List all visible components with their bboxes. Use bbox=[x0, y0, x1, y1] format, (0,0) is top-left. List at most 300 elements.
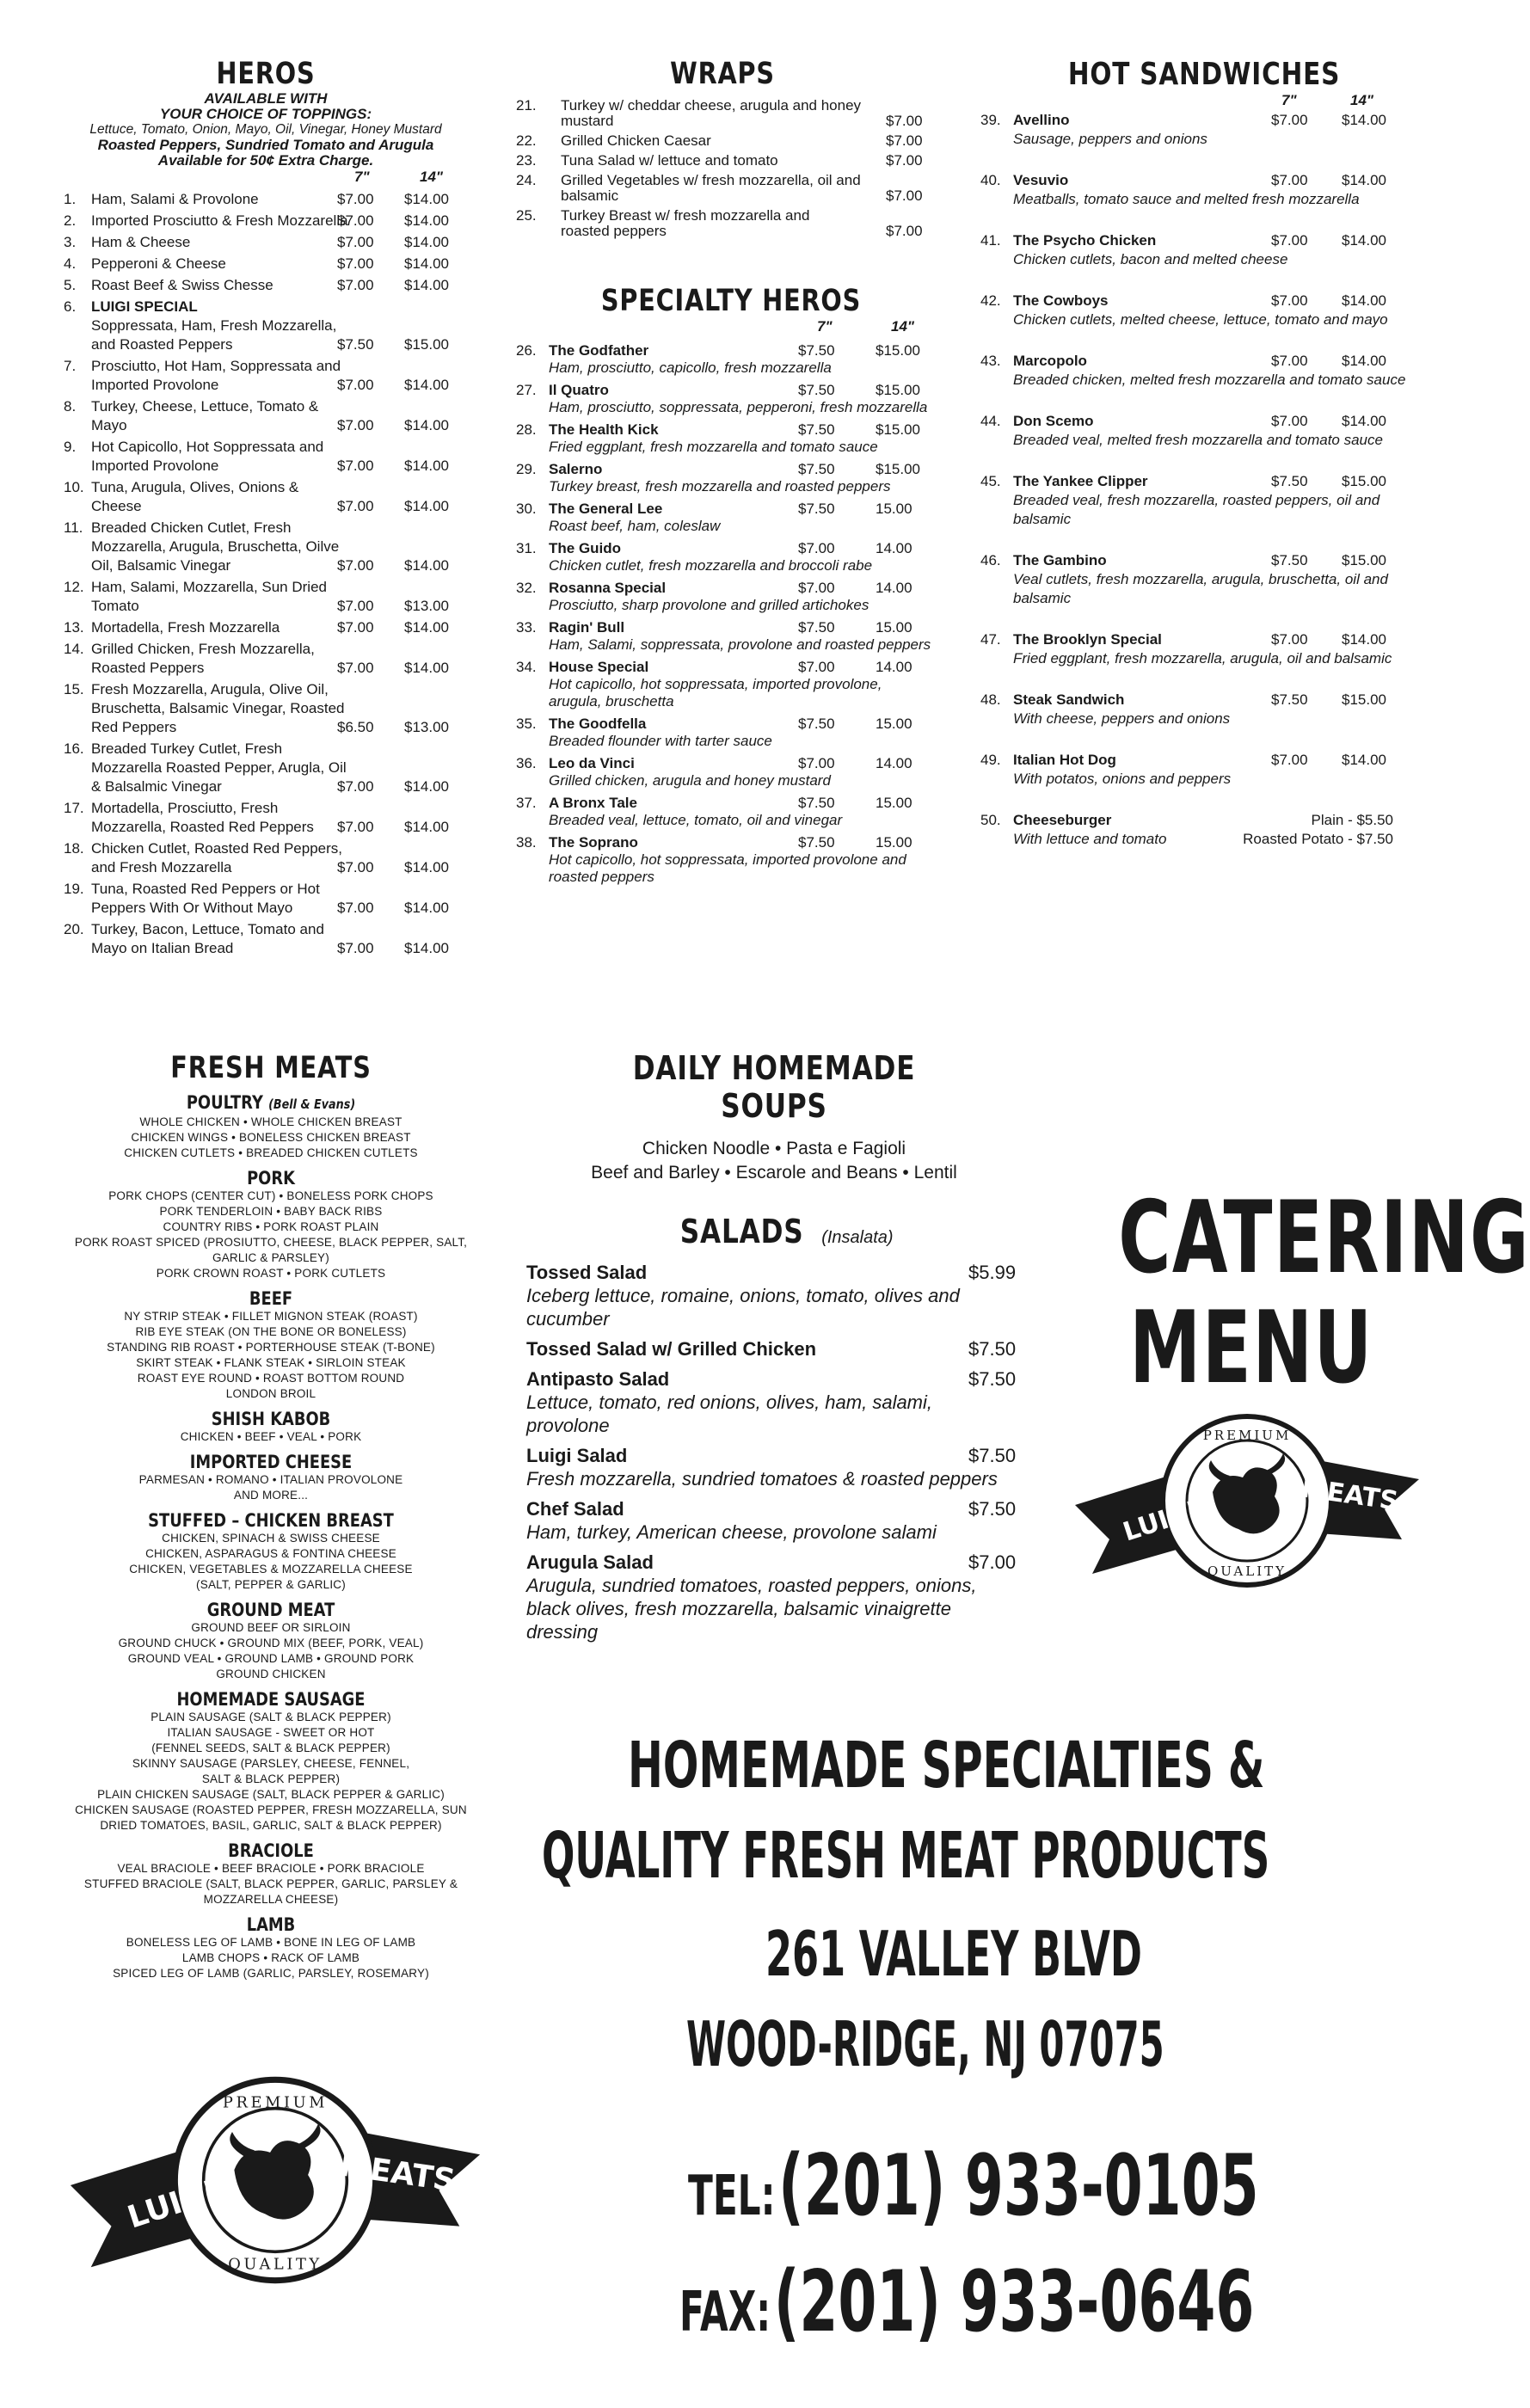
item-description: Soppressata, Ham, Fresh Mozzarella, and Roasted Peppers bbox=[91, 317, 337, 353]
menu-item-hero bbox=[60, 357, 471, 395]
price-14-inch: 15.00 bbox=[876, 501, 912, 517]
price-14-inch: $15.00 bbox=[1342, 552, 1386, 568]
menu-item-hot-sandwich bbox=[980, 292, 1428, 329]
item-price: $7.00 bbox=[886, 187, 923, 204]
item-name: Salerno bbox=[549, 461, 603, 477]
menu-item-hero bbox=[60, 799, 471, 837]
item-name: Avellino bbox=[1013, 112, 1070, 128]
item-number: 34. bbox=[516, 659, 537, 675]
item-description: Prosciutto, sharp provolone and grilled artichokes bbox=[549, 597, 869, 613]
meat-product-line: (SALT, PEPPER & GARLIC) bbox=[196, 1578, 346, 1591]
price-14-inch: $13.00 bbox=[404, 598, 449, 614]
item-name: Steak Sandwich bbox=[1013, 691, 1125, 708]
item-number: 32. bbox=[516, 580, 537, 596]
menu-item-hero bbox=[60, 438, 471, 476]
item-number: 36. bbox=[516, 755, 537, 771]
meat-product-line: SKIRT STEAK • FLANK STEAK • SIRLOIN STEAK bbox=[136, 1356, 406, 1369]
item-name: Ham, Salami, Mozzarella, Sun Dried Tomato bbox=[91, 579, 327, 614]
item-name: The Goodfella bbox=[549, 716, 647, 732]
item-name: Grilled Vegetables w/ fresh mozzarella, oil and balsamic bbox=[561, 172, 861, 204]
item-name: The Psycho Chicken bbox=[1013, 232, 1157, 249]
item-description: Fried eggplant, fresh mozzarella, arugula, oil and balsamic bbox=[1013, 650, 1392, 666]
menu-item-salad bbox=[526, 1444, 1034, 1490]
menu-item-specialty bbox=[516, 795, 946, 829]
price-7-inch: $7.00 bbox=[1271, 631, 1308, 648]
tagline-line-2: QUALITY FRESH MEAT PRODUCTS bbox=[542, 1819, 1270, 1893]
meat-product-line: MOZZARELLA CHEESE) bbox=[203, 1893, 339, 1906]
meat-product-line: GROUND VEAL • GROUND LAMB • GROUND PORK bbox=[127, 1652, 415, 1665]
item-price: $7.00 bbox=[886, 113, 923, 129]
price-14-inch: $14.00 bbox=[404, 557, 449, 574]
meat-product-line: STANDING RIB ROAST • PORTERHOUSE STEAK (T-BONE) bbox=[107, 1341, 435, 1354]
logo-luigi-text: LUIGI bbox=[123, 2173, 222, 2236]
specialty-size-header bbox=[516, 318, 946, 337]
item-description: Breaded chicken, melted fresh mozzarella and tomato sauce bbox=[1013, 372, 1406, 388]
item-name: The Brooklyn Special bbox=[1013, 631, 1162, 648]
item-name: Tuna, Arugula, Olives, Onions & Cheese bbox=[91, 479, 299, 514]
item-number: 50. bbox=[980, 812, 1001, 828]
specialty-list bbox=[516, 342, 946, 886]
item-name: Rosanna Special bbox=[549, 580, 667, 596]
heros-note-line: Roasted Peppers, Sundried Tomato and Arugula bbox=[97, 137, 434, 153]
meat-category-ground-meat: GROUND MEAT bbox=[206, 1600, 335, 1620]
price-7-inch: $7.00 bbox=[337, 900, 374, 916]
item-name: The General Lee bbox=[549, 501, 663, 517]
menu-item-hero bbox=[60, 478, 471, 516]
item-number: 37. bbox=[516, 795, 537, 811]
item-description: With lettuce and tomato bbox=[1013, 831, 1167, 847]
price-14-inch: $15.00 bbox=[876, 461, 920, 477]
price-14-inch: 14.00 bbox=[876, 540, 912, 556]
item-number: 8. bbox=[64, 398, 77, 415]
price-14-inch: $14.00 bbox=[404, 498, 449, 514]
menu-item-specialty bbox=[516, 580, 946, 614]
item-name: Turkey, Bacon, Lettuce, Tomato and Mayo on Italian Bread bbox=[91, 921, 324, 956]
menu-line: MENU bbox=[1129, 1290, 1373, 1406]
item-number: 18. bbox=[64, 840, 84, 857]
item-description: Meatballs, tomato sauce and melted fresh mozzarella bbox=[1013, 191, 1360, 207]
item-number: 22. bbox=[516, 132, 537, 149]
hot-size-header bbox=[980, 92, 1428, 111]
item-name: The Cowboys bbox=[1013, 292, 1109, 309]
menu-item-hot-sandwich bbox=[980, 231, 1428, 269]
menu-item-hero bbox=[60, 680, 471, 737]
menu-item-wrap bbox=[516, 173, 929, 204]
meat-product-line: ROAST EYE ROUND • ROAST BOTTOM ROUND bbox=[137, 1372, 405, 1385]
item-name: Ham & Cheese bbox=[91, 234, 191, 250]
meat-lines bbox=[69, 1115, 473, 1161]
size-14-label: 14" bbox=[1350, 92, 1373, 108]
meat-product-line: STUFFED BRACIOLE (SALT, BLACK PEPPER, GARLIC, PARSLEY & bbox=[83, 1877, 458, 1890]
logo-quality-text: QUALITY bbox=[228, 2255, 323, 2274]
item-number: 39. bbox=[980, 112, 1001, 128]
size-7-label: 7" bbox=[817, 318, 833, 335]
item-number: 15. bbox=[64, 681, 84, 697]
item-description: Ham, Salami, soppressata, provolone and roasted peppers bbox=[549, 636, 931, 653]
item-description: Ham, prosciutto, capicollo, fresh mozzarella bbox=[549, 359, 832, 376]
menu-item-wrap bbox=[516, 133, 929, 149]
heros-size-header bbox=[60, 169, 471, 187]
item-name: House Special bbox=[549, 659, 649, 675]
item-number: 46. bbox=[980, 552, 1001, 568]
menu-item-hero bbox=[60, 233, 471, 252]
menu-item-specialty bbox=[516, 382, 946, 416]
menu-item-salad bbox=[526, 1337, 1034, 1361]
tel-number[interactable]: (201) 933-0105 bbox=[778, 2137, 1259, 2235]
item-number: 4. bbox=[64, 255, 77, 272]
meat-product-line: PORK TENDERLOIN • BABY BACK RIBS bbox=[159, 1205, 383, 1218]
item-number: 10. bbox=[64, 479, 84, 495]
item-description: Hot capicollo, hot soppressata, imported provolone, arugula, bruschetta bbox=[549, 676, 882, 710]
price-14-inch: $14.00 bbox=[404, 277, 449, 293]
menu-item-hero bbox=[60, 920, 471, 958]
wraps-section bbox=[516, 57, 929, 239]
hot-sandwiches-section bbox=[980, 57, 1428, 849]
item-name: Il Quatro bbox=[549, 382, 609, 398]
price-14-inch: $14.00 bbox=[404, 819, 449, 835]
item-name: Chicken Cutlet, Roasted Red Peppers, and Fresh Mozzarella bbox=[91, 840, 342, 875]
item-number: 2. bbox=[64, 212, 77, 229]
menu-item-hero bbox=[60, 255, 471, 273]
meat-product-line: LAMB CHOPS • RACK OF LAMB bbox=[181, 1951, 360, 1964]
item-number: 11. bbox=[64, 519, 83, 536]
size-7-label: 7" bbox=[354, 169, 370, 185]
price-7-inch: $7.00 bbox=[337, 417, 374, 433]
item-description: Chicken cutlets, melted cheese, lettuce, tomato and mayo bbox=[1013, 311, 1388, 328]
item-name: The Gambino bbox=[1013, 552, 1107, 568]
meat-product-line: CHICKEN WINGS • BONELESS CHICKEN BREAST bbox=[131, 1131, 411, 1144]
item-description: Fresh mozzarella, sundried tomatoes & roasted peppers bbox=[526, 1468, 998, 1490]
menu-item-hero bbox=[60, 397, 471, 435]
item-name: Hot Capicollo, Hot Soppressata and Imported Provolone bbox=[91, 439, 324, 474]
price-14-inch: 15.00 bbox=[876, 619, 912, 636]
price-14-inch: $14.00 bbox=[404, 458, 449, 474]
price-7-inch: $7.50 bbox=[798, 501, 835, 517]
menu-item-hot-sandwich bbox=[980, 630, 1428, 668]
menu-item-specialty bbox=[516, 461, 946, 495]
tel-label: TEL: bbox=[688, 2165, 776, 2228]
price-14-inch: $14.00 bbox=[404, 619, 449, 636]
meat-product-line: PLAIN CHICKEN SAUSAGE (SALT, BLACK PEPPER & GARLIC) bbox=[97, 1788, 445, 1801]
price-7-inch: $7.50 bbox=[798, 382, 835, 398]
menu-item-hero bbox=[60, 740, 471, 796]
price-7-inch: $7.00 bbox=[1271, 112, 1308, 128]
item-price: $7.00 bbox=[886, 132, 923, 149]
item-number: 16. bbox=[64, 740, 84, 757]
price-7-inch: $7.50 bbox=[798, 461, 835, 477]
item-number: 24. bbox=[516, 172, 537, 188]
meat-product-line: NY STRIP STEAK • FILLET MIGNON STEAK (ROAST) bbox=[124, 1310, 418, 1323]
item-number: 41. bbox=[980, 232, 1001, 249]
roasted-potato-price: Roasted Potato - $7.50 bbox=[1243, 831, 1393, 847]
item-number: 49. bbox=[980, 752, 1001, 768]
price-7-inch: $7.00 bbox=[1271, 752, 1308, 768]
address-line-2: WOOD-RIDGE, NJ 07075 bbox=[686, 2008, 1164, 2080]
item-description: With potatos, onions and peppers bbox=[1013, 771, 1232, 787]
price-14-inch: $14.00 bbox=[404, 417, 449, 433]
item-description: Sausage, peppers and onions bbox=[1013, 131, 1207, 147]
catering-menu-heading bbox=[1118, 1180, 1530, 1406]
menu-item-hero bbox=[60, 880, 471, 918]
item-name: Mortadella, Prosciutto, Fresh Mozzarella, Roasted Red Peppers bbox=[91, 800, 314, 835]
price-7-inch: $7.50 bbox=[798, 834, 835, 851]
salads-title-row bbox=[526, 1213, 1034, 1250]
meat-product-line: PORK CHOPS (CENTER CUT) • BONELESS PORK CHOPS bbox=[108, 1189, 433, 1202]
price-7-inch: $7.50 bbox=[798, 421, 835, 438]
item-description: Chicken cutlets, bacon and melted cheese bbox=[1013, 251, 1288, 267]
specialty-heros-title: SPECIALTY HEROS bbox=[600, 284, 862, 318]
tagline-line-1: HOMEMADE SPECIALTIES & bbox=[628, 1729, 1265, 1803]
item-name: The Health Kick bbox=[549, 421, 659, 438]
price-14-inch: $14.00 bbox=[1342, 292, 1386, 309]
item-name: Vesuvio bbox=[1013, 172, 1069, 188]
item-number: 26. bbox=[516, 342, 537, 359]
price-7-inch: $7.50 bbox=[798, 619, 835, 636]
meat-product-line: GROUND CHICKEN bbox=[216, 1668, 326, 1680]
item-name: Turkey w/ cheddar cheese, arugula and honey mustard bbox=[561, 97, 862, 129]
menu-item-hero bbox=[60, 298, 471, 354]
item-name: Chef Salad bbox=[526, 1498, 624, 1520]
item-name: Grilled Chicken, Fresh Mozzarella, Roasted Peppers bbox=[91, 641, 315, 676]
price-7-inch: $7.00 bbox=[337, 819, 374, 835]
item-number: 31. bbox=[516, 540, 537, 556]
price-14-inch: $14.00 bbox=[1342, 353, 1386, 369]
item-description: Veal cutlets, fresh mozzarella, arugula, bruschetta, oil and balsamic bbox=[1013, 571, 1388, 606]
fax-label: FAX: bbox=[679, 2281, 771, 2344]
size-7-label: 7" bbox=[1281, 92, 1297, 108]
meat-product-line: BONELESS LEG OF LAMB • BONE IN LEG OF LAMB bbox=[126, 1936, 416, 1949]
price-7-inch: $7.50 bbox=[1271, 552, 1308, 568]
catering-line: CATERING bbox=[1118, 1180, 1530, 1296]
meat-lines bbox=[69, 1710, 473, 1834]
price-7-inch: $7.00 bbox=[337, 255, 374, 272]
price-14-inch: $13.00 bbox=[404, 719, 449, 735]
item-name: Leo da Vinci bbox=[549, 755, 635, 771]
price-14-inch: $15.00 bbox=[1342, 473, 1386, 489]
meat-category-label: POULTRY bbox=[186, 1092, 263, 1113]
price-7-inch: $7.00 bbox=[1271, 413, 1308, 429]
menu-item-specialty bbox=[516, 342, 946, 377]
meat-product-line: AND MORE... bbox=[233, 1489, 309, 1502]
price-7-inch: $7.00 bbox=[337, 660, 374, 676]
item-name: Fresh Mozzarella, Arugula, Olive Oil, Bruschetta, Balsamic Vinegar, Roasted Red Peppers bbox=[91, 681, 345, 735]
item-number: 30. bbox=[516, 501, 537, 517]
plain-price: Plain - $5.50 bbox=[1311, 812, 1393, 828]
item-description: Breaded flounder with tarter sauce bbox=[549, 733, 772, 749]
item-number: 35. bbox=[516, 716, 537, 732]
menu-item-specialty bbox=[516, 659, 946, 710]
price-7-inch: $7.00 bbox=[337, 234, 374, 250]
meat-product-line: PLAIN SAUSAGE (SALT & BLACK PEPPER) bbox=[151, 1711, 391, 1723]
price-14-inch: $15.00 bbox=[404, 336, 449, 353]
price-14-inch: $14.00 bbox=[404, 212, 449, 229]
item-number: 6. bbox=[64, 298, 77, 315]
item-price: $7.00 bbox=[968, 1551, 1017, 1573]
item-number: 48. bbox=[980, 691, 1001, 708]
item-name: Tossed Salad bbox=[526, 1262, 648, 1283]
menu-item-wrap bbox=[516, 208, 929, 239]
price-7-inch: $7.00 bbox=[798, 755, 835, 771]
soups-title: DAILY HOMEMADE SOUPS bbox=[632, 1049, 916, 1125]
menu-item-hot-sandwich bbox=[980, 412, 1428, 450]
fax-number: (201) 933-0646 bbox=[773, 2253, 1255, 2351]
item-number: 9. bbox=[64, 439, 77, 455]
item-number: 27. bbox=[516, 382, 537, 398]
price-7-inch: $7.00 bbox=[1271, 172, 1308, 188]
item-description: Breaded veal, fresh mozzarella, roasted peppers, oil and balsamic bbox=[1013, 492, 1380, 527]
menu-item-hero bbox=[60, 190, 471, 209]
meat-category-homemade-sausage: HOMEMADE SAUSAGE bbox=[176, 1689, 366, 1710]
item-name: Ragin' Bull bbox=[549, 619, 625, 636]
heros-note-line: Lettuce, Tomato, Onion, Mayo, Oil, Vinegar, Honey Mustard bbox=[89, 122, 442, 137]
salads-subtitle: (Insalata) bbox=[821, 1228, 894, 1247]
phone-line bbox=[688, 2137, 1259, 2235]
hot-list bbox=[980, 111, 1428, 789]
meat-product-line: DRIED TOMATOES, BASIL, GARLIC, SALT & BLACK PEPPER) bbox=[100, 1819, 442, 1832]
menu-item-hot-sandwich bbox=[980, 472, 1428, 529]
meat-product-line: (FENNEL SEEDS, SALT & BLACK PEPPER) bbox=[151, 1742, 390, 1754]
heros-section bbox=[60, 57, 471, 958]
price-7-inch: $7.00 bbox=[337, 458, 374, 474]
price-14-inch: 14.00 bbox=[876, 659, 912, 675]
meat-category-stuffed-chicken: STUFFED – CHICKEN BREAST bbox=[148, 1510, 394, 1531]
item-description: Breaded veal, lettuce, tomato, oil and vinegar bbox=[549, 812, 843, 828]
price-14-inch: 14.00 bbox=[876, 755, 912, 771]
item-price: $7.00 bbox=[886, 152, 923, 169]
price-7-inch: $7.00 bbox=[337, 778, 374, 795]
item-number: 42. bbox=[980, 292, 1001, 309]
menu-item-wrap bbox=[516, 98, 929, 129]
wraps-title: WRAPS bbox=[670, 57, 775, 91]
item-name: Tuna, Roasted Red Peppers or Hot Peppers With Or Without Mayo bbox=[91, 881, 320, 916]
fresh-meats-title: FRESH MEATS bbox=[170, 1051, 372, 1085]
item-description: Chicken cutlet, fresh mozzarella and broccoli rabe bbox=[549, 557, 873, 574]
price-7-inch: $7.00 bbox=[337, 859, 374, 875]
address-line-1: 261 VALLEY BLVD bbox=[765, 1918, 1142, 1990]
meat-product-line: SPICED LEG OF LAMB (GARLIC, PARSLEY, ROSEMARY) bbox=[113, 1967, 429, 1980]
meat-product-line: GROUND BEEF OR SIRLOIN bbox=[191, 1621, 351, 1634]
meat-product-line: PARMESAN • ROMANO • ITALIAN PROVOLONE bbox=[138, 1473, 403, 1486]
price-7-inch: $7.00 bbox=[337, 277, 374, 293]
price-7-inch: $7.50 bbox=[1271, 691, 1308, 708]
logo-meats-text: MEATS bbox=[1299, 1473, 1400, 1517]
meat-product-line: CHICKEN, VEGETABLES & MOZZARELLA CHEESE bbox=[129, 1563, 413, 1576]
item-number: 44. bbox=[980, 413, 1001, 429]
item-number: 38. bbox=[516, 834, 537, 851]
price-14-inch: 15.00 bbox=[876, 716, 912, 732]
menu-item-salad bbox=[526, 1261, 1034, 1330]
price-7-inch: $7.50 bbox=[798, 716, 835, 732]
price-14-inch: $14.00 bbox=[404, 377, 449, 393]
meat-lines bbox=[69, 1531, 473, 1593]
menu-item-salad bbox=[526, 1367, 1034, 1437]
menu-item-cheeseburger bbox=[980, 811, 1428, 849]
heros-note-line: AVAILABLE WITH bbox=[204, 90, 328, 107]
item-name: Luigi Salad bbox=[526, 1445, 628, 1466]
item-name: Cheeseburger bbox=[1013, 812, 1112, 828]
item-price: $7.50 bbox=[968, 1338, 1017, 1360]
item-number: 33. bbox=[516, 619, 537, 636]
item-description: Breaded veal, melted fresh mozzarella and tomato sauce bbox=[1013, 432, 1383, 448]
item-number: 25. bbox=[516, 207, 537, 224]
item-description: Arugula, sundried tomatoes, roasted peppers, onions, black olives, fresh mozzarella, balsamic vinaigrette dressing bbox=[526, 1575, 977, 1643]
price-14-inch: $14.00 bbox=[404, 859, 449, 875]
item-name: Breaded Chicken Cutlet, Fresh Mozzarella, Arugula, Bruschetta, Oilve Oil, Balsamic Vinegar bbox=[91, 519, 340, 574]
price-7-inch: $7.00 bbox=[798, 580, 835, 596]
soups-line: Chicken Noodle • Pasta e Fagioli bbox=[642, 1139, 906, 1158]
menu-item-specialty bbox=[516, 619, 946, 654]
price-14-inch: $14.00 bbox=[1342, 631, 1386, 648]
item-name: Turkey, Cheese, Lettuce, Tomato & Mayo bbox=[91, 398, 319, 433]
meat-category-pork: PORK bbox=[247, 1168, 295, 1189]
price-14-inch: $14.00 bbox=[1342, 752, 1386, 768]
item-number: 40. bbox=[980, 172, 1001, 188]
item-description: Ham, prosciutto, soppressata, pepperoni, fresh mozzarella bbox=[549, 399, 928, 415]
menu-item-hot-sandwich bbox=[980, 691, 1428, 728]
menu-item-specialty bbox=[516, 540, 946, 574]
item-name: Tossed Salad w/ Grilled Chicken bbox=[526, 1338, 817, 1360]
price-7-inch: $6.50 bbox=[337, 719, 374, 735]
item-name: Arugula Salad bbox=[526, 1551, 654, 1573]
item-number: 12. bbox=[64, 579, 84, 595]
price-7-inch: $7.50 bbox=[337, 336, 374, 353]
item-price: $7.50 bbox=[968, 1498, 1017, 1520]
meat-product-line: CHICKEN CUTLETS • BREADED CHICKEN CUTLETS bbox=[124, 1146, 418, 1159]
item-description: Lettuce, tomato, red onions, olives, ham, salami, provolone bbox=[526, 1391, 933, 1436]
meat-lines bbox=[69, 1861, 473, 1907]
menu-item-hero bbox=[60, 839, 471, 877]
meat-lines bbox=[69, 1620, 473, 1682]
menu-item-hot-sandwich bbox=[980, 751, 1428, 789]
size-14-label: 14" bbox=[420, 169, 443, 185]
item-description: Fried eggplant, fresh mozzarella and tomato sauce bbox=[549, 439, 878, 455]
hot-sandwiches-title: HOT SANDWICHES bbox=[1067, 57, 1341, 92]
item-description: Iceberg lettuce, romaine, onions, tomato, olives and cucumber bbox=[526, 1285, 960, 1330]
salads-section bbox=[526, 1213, 1034, 1643]
item-name: Grilled Chicken Caesar bbox=[561, 132, 711, 149]
item-name: LUIGI SPECIAL bbox=[91, 298, 198, 315]
item-number: 28. bbox=[516, 421, 537, 438]
price-7-inch: $7.00 bbox=[1271, 353, 1308, 369]
soups-line: Beef and Barley • Escarole and Beans • Lentil bbox=[591, 1163, 957, 1182]
item-name: Marcopolo bbox=[1013, 353, 1087, 369]
meat-category-braciole: BRACIOLE bbox=[228, 1840, 314, 1861]
price-14-inch: $15.00 bbox=[1342, 691, 1386, 708]
meat-lines bbox=[69, 1429, 473, 1445]
menu-item-specialty bbox=[516, 421, 946, 456]
item-number: 21. bbox=[516, 97, 537, 114]
item-name: Roast Beef & Swiss Chesse bbox=[91, 277, 273, 293]
item-name: Tuna Salad w/ lettuce and tomato bbox=[561, 152, 778, 169]
menu-item-hero bbox=[60, 519, 471, 575]
item-number: 45. bbox=[980, 473, 1001, 489]
item-number: 47. bbox=[980, 631, 1001, 648]
price-14-inch: 15.00 bbox=[876, 834, 912, 851]
item-name: Antipasto Salad bbox=[526, 1368, 670, 1390]
item-price: $7.00 bbox=[886, 223, 923, 239]
menu-item-hot-sandwich bbox=[980, 171, 1428, 209]
meat-product-line: CHICKEN • BEEF • VEAL • PORK bbox=[180, 1430, 362, 1443]
heros-list bbox=[60, 190, 471, 958]
heros-note-line: Available for 50¢ Extra Charge. bbox=[157, 152, 374, 169]
salads-title: SALADS bbox=[680, 1213, 804, 1250]
meat-category-imported-cheese: IMPORTED CHEESE bbox=[189, 1452, 353, 1472]
meat-lines bbox=[69, 1189, 473, 1281]
item-name: The Soprano bbox=[549, 834, 638, 851]
meat-product-line: GARLIC & PARSLEY) bbox=[212, 1251, 329, 1264]
price-14-inch: 14.00 bbox=[876, 580, 912, 596]
item-number: 19. bbox=[64, 881, 84, 897]
